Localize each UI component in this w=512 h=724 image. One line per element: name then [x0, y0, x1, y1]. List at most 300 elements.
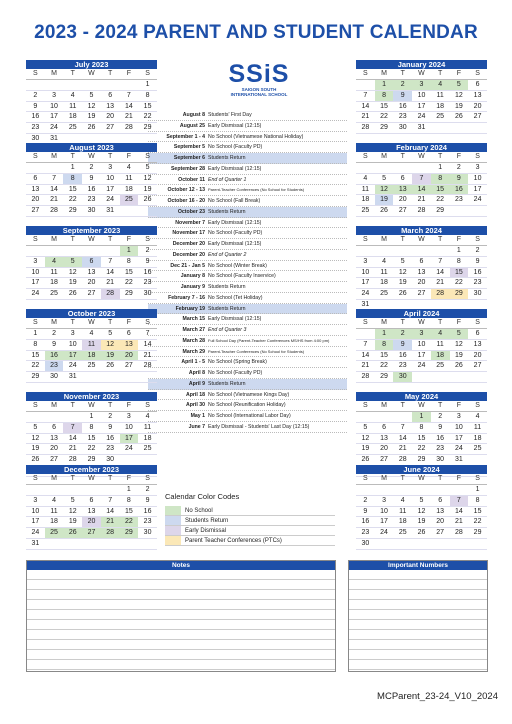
month-calendar [26, 309, 157, 394]
week-row [26, 507, 157, 518]
day-cell: 3 [63, 329, 82, 340]
writing-line [27, 620, 335, 630]
day-cell: 8 [120, 496, 139, 507]
event-date: August 8 [182, 112, 205, 118]
day-cell: 12 [138, 174, 157, 185]
weekday-label: T [400, 475, 405, 482]
day-cell: 24 [412, 361, 431, 372]
week-row [26, 112, 157, 123]
day-cell: 23 [138, 278, 157, 289]
day-cell: 30 [138, 289, 157, 300]
day-cell: 10 [120, 423, 139, 434]
week-row [26, 257, 157, 268]
day-cell: 5 [26, 423, 45, 434]
day-cell: 2 [82, 163, 101, 174]
weekday-label: T [400, 70, 405, 77]
event-date: November 7 [175, 219, 205, 226]
event-row [148, 185, 347, 196]
day-cell: 14 [393, 434, 412, 445]
day-cell: 8 [375, 91, 394, 102]
week-row [26, 528, 157, 539]
weekday-label: S [363, 236, 368, 243]
day-cell: 18 [393, 517, 412, 528]
event-date: March 15 [182, 316, 205, 323]
day-cell: 25 [45, 528, 64, 539]
day-cell: 1 [468, 485, 487, 496]
event-date: September 1 - 4 [166, 133, 205, 140]
day-cell: 22 [412, 444, 431, 455]
week-row [356, 185, 487, 196]
day-cell [468, 206, 487, 217]
week-row [26, 372, 157, 383]
day-cell [63, 80, 82, 91]
day-cell: 14 [138, 340, 157, 351]
legend-items [165, 506, 335, 546]
notes-lines[interactable] [27, 570, 335, 670]
day-cell: 2 [431, 412, 450, 423]
day-cell: 8 [431, 174, 450, 185]
weekday-label: M [381, 70, 387, 77]
event-row [148, 357, 347, 368]
day-cell: 7 [63, 423, 82, 434]
day-cell [45, 80, 64, 91]
day-cell: 2 [26, 91, 45, 102]
day-cell: 28 [101, 289, 120, 300]
day-cell: 2 [393, 80, 412, 91]
day-cell: 26 [101, 361, 120, 372]
day-cell: 4 [356, 174, 375, 185]
event-description: Full School Day (Parent-Teacher Conferences MS/HS from 4:00 pm) [208, 337, 330, 343]
weekday-label: W [418, 70, 425, 77]
day-cell: 29 [63, 206, 82, 217]
month-calendar [356, 309, 487, 394]
weekday-label: S [363, 475, 368, 482]
day-cell: 18 [45, 517, 64, 528]
day-cell: 6 [375, 423, 394, 434]
event-description: No School (Faculty Inservice) [208, 273, 276, 280]
weekday-header-row [26, 318, 157, 329]
day-cell: 7 [101, 496, 120, 507]
weekday-label: F [456, 153, 461, 160]
event-row [148, 110, 347, 121]
month-header: October 2023 [26, 309, 157, 318]
day-cell: 3 [412, 329, 431, 340]
day-cell: 14 [63, 434, 82, 445]
day-cell: 3 [45, 91, 64, 102]
day-cell [468, 372, 487, 383]
weekday-label: T [70, 236, 75, 243]
weekday-label: S [363, 319, 368, 326]
day-cell: 9 [101, 423, 120, 434]
month-calendar [26, 226, 157, 311]
day-cell: 9 [138, 496, 157, 507]
legend-item [165, 526, 335, 536]
day-cell: 17 [101, 185, 120, 196]
day-cell [468, 539, 487, 550]
weekday-label: M [51, 319, 57, 326]
day-cell: 6 [45, 423, 64, 434]
day-cell: 14 [412, 185, 431, 196]
event-row [148, 239, 347, 250]
day-cell: 27 [393, 206, 412, 217]
writing-line [349, 600, 487, 610]
event-description: Early Dismissal - Students' Last Day (12:15) [208, 423, 310, 430]
week-row [356, 174, 487, 185]
event-description: End of Quarter 3 [208, 327, 247, 333]
event-date: April 1 - 5 [181, 359, 205, 366]
week-row [356, 351, 487, 362]
month-calendar [26, 60, 157, 145]
week-row [356, 80, 487, 91]
day-cell: 14 [101, 507, 120, 518]
day-cell: 1 [120, 246, 139, 257]
day-cell: 13 [82, 268, 101, 279]
day-cell [412, 539, 431, 550]
day-cell: 30 [101, 455, 120, 466]
writing-line [27, 580, 335, 590]
day-cell: 12 [450, 340, 469, 351]
day-cell [26, 246, 45, 257]
day-cell: 15 [63, 185, 82, 196]
day-cell: 16 [431, 434, 450, 445]
event-description: Early Dismissal (12:15) [208, 241, 262, 247]
writing-line [349, 610, 487, 620]
logo-subtitle-line2: INTERNATIONAL SCHOOL [230, 92, 288, 97]
day-cell: 10 [412, 91, 431, 102]
day-cell: 31 [356, 300, 375, 311]
weekday-label: W [418, 153, 425, 160]
day-cell: 15 [450, 268, 469, 279]
day-cell: 4 [45, 496, 64, 507]
weekday-label: S [33, 70, 38, 77]
day-cell [138, 539, 157, 550]
day-cell [82, 80, 101, 91]
day-cell: 22 [120, 278, 139, 289]
day-cell: 29 [82, 455, 101, 466]
day-cell: 11 [45, 268, 64, 279]
day-cell: 3 [26, 496, 45, 507]
legend-item [165, 506, 335, 516]
weekday-label: T [438, 402, 443, 409]
day-cell: 12 [63, 268, 82, 279]
day-cell: 16 [45, 351, 64, 362]
day-cell: 14 [356, 351, 375, 362]
weekday-label: S [363, 70, 368, 77]
day-cell: 4 [431, 329, 450, 340]
week-row [26, 80, 157, 91]
event-description: Students' First Day [208, 112, 252, 118]
weekday-label: M [381, 319, 387, 326]
week-row [26, 329, 157, 340]
day-cell: 19 [63, 517, 82, 528]
day-cell: 11 [431, 340, 450, 351]
day-cell: 10 [45, 102, 64, 113]
day-cell [120, 80, 139, 91]
day-cell: 12 [393, 268, 412, 279]
day-cell: 30 [356, 539, 375, 550]
day-cell: 18 [375, 278, 394, 289]
day-cell [431, 123, 450, 134]
weekday-label: W [418, 402, 425, 409]
week-row [26, 496, 157, 507]
day-cell: 19 [63, 278, 82, 289]
day-cell: 29 [120, 289, 139, 300]
day-cell: 31 [63, 372, 82, 383]
day-cell: 4 [468, 412, 487, 423]
week-row [26, 434, 157, 445]
day-cell [375, 412, 394, 423]
day-cell: 3 [120, 412, 139, 423]
day-cell: 22 [450, 278, 469, 289]
day-cell: 3 [375, 496, 394, 507]
day-cell: 13 [82, 507, 101, 518]
day-cell: 7 [393, 423, 412, 434]
weekday-label: T [400, 319, 405, 326]
day-cell [120, 539, 139, 550]
weekday-label: S [145, 153, 150, 160]
day-cell [138, 206, 157, 217]
event-description: Parent-Teacher Conferences (No School for Students) [208, 187, 305, 193]
day-cell: 16 [138, 507, 157, 518]
day-cell: 21 [45, 195, 64, 206]
month-header: January 2024 [356, 60, 487, 69]
day-cell: 31 [101, 206, 120, 217]
day-cell: 6 [431, 496, 450, 507]
weekday-header-row [356, 401, 487, 412]
weekday-label: T [70, 319, 75, 326]
event-row [148, 207, 347, 218]
day-cell [26, 485, 45, 496]
day-cell: 11 [120, 174, 139, 185]
week-row [356, 257, 487, 268]
day-cell [450, 123, 469, 134]
day-cell: 26 [450, 112, 469, 123]
day-cell: 27 [26, 206, 45, 217]
day-cell: 25 [63, 123, 82, 134]
day-cell: 18 [82, 351, 101, 362]
writing-line [27, 590, 335, 600]
day-cell: 8 [375, 340, 394, 351]
day-cell [26, 163, 45, 174]
day-cell [101, 246, 120, 257]
weekday-label: M [51, 475, 57, 482]
day-cell: 1 [412, 412, 431, 423]
day-cell: 21 [356, 361, 375, 372]
week-row [356, 444, 487, 455]
day-cell: 27 [120, 361, 139, 372]
day-cell: 13 [101, 102, 120, 113]
day-cell [468, 123, 487, 134]
weekday-header-row [356, 69, 487, 80]
day-cell: 4 [138, 412, 157, 423]
day-cell: 30 [393, 372, 412, 383]
day-cell: 26 [138, 195, 157, 206]
color-legend [165, 492, 335, 546]
event-description: Students Return [208, 305, 246, 312]
day-cell: 19 [356, 444, 375, 455]
weekday-label: M [381, 236, 387, 243]
day-cell: 3 [26, 257, 45, 268]
day-cell: 4 [375, 257, 394, 268]
day-cell: 16 [450, 185, 469, 196]
week-row [26, 174, 157, 185]
day-cell: 19 [138, 185, 157, 196]
day-cell: 5 [82, 91, 101, 102]
day-cell: 26 [375, 206, 394, 217]
day-cell: 17 [26, 278, 45, 289]
day-cell: 8 [82, 423, 101, 434]
day-cell: 3 [450, 412, 469, 423]
day-cell: 18 [45, 278, 64, 289]
day-cell: 19 [393, 278, 412, 289]
week-row [356, 246, 487, 257]
legend-swatch [165, 526, 181, 535]
event-date: October 11 [178, 176, 205, 183]
weekday-label: T [438, 475, 443, 482]
week-row [356, 423, 487, 434]
day-cell: 20 [468, 102, 487, 113]
weekday-label: T [400, 236, 405, 243]
weekday-label: S [363, 153, 368, 160]
logo-wordmark: SSiS [228, 60, 290, 88]
weekday-label: S [475, 402, 480, 409]
weekday-label: W [88, 475, 95, 482]
day-cell: 23 [393, 112, 412, 123]
important-numbers-lines[interactable] [349, 570, 487, 670]
legend-swatch [165, 536, 181, 545]
event-date: October 23 [177, 208, 205, 215]
day-cell: 24 [26, 528, 45, 539]
day-cell: 23 [431, 444, 450, 455]
writing-line [27, 610, 335, 620]
weekday-label: T [70, 402, 75, 409]
day-cell: 25 [138, 444, 157, 455]
day-cell [63, 412, 82, 423]
day-cell: 11 [468, 423, 487, 434]
day-cell: 27 [101, 123, 120, 134]
week-row [356, 123, 487, 134]
day-cell: 26 [450, 361, 469, 372]
weekday-label: T [70, 475, 75, 482]
day-cell: 7 [138, 329, 157, 340]
day-cell: 11 [393, 507, 412, 518]
day-cell: 7 [356, 340, 375, 351]
day-cell: 9 [138, 257, 157, 268]
day-cell: 12 [82, 102, 101, 113]
day-cell: 22 [26, 361, 45, 372]
day-cell: 28 [120, 123, 139, 134]
day-cell: 24 [45, 123, 64, 134]
event-description: No School (Tet Holiday) [208, 294, 263, 301]
day-cell: 16 [468, 268, 487, 279]
day-cell: 23 [450, 195, 469, 206]
month-calendar [356, 465, 487, 550]
day-cell: 29 [431, 206, 450, 217]
day-cell: 20 [412, 278, 431, 289]
event-description: No School (Reunification Holiday) [208, 402, 286, 409]
day-cell: 21 [412, 195, 431, 206]
event-description: No School (Vietnamese Kings Day) [208, 391, 290, 398]
weekday-label: F [126, 475, 131, 482]
writing-line [349, 620, 487, 630]
day-cell: 28 [45, 206, 64, 217]
day-cell: 6 [26, 174, 45, 185]
month-calendar [356, 60, 487, 145]
week-row [356, 102, 487, 113]
event-date: April 30 [185, 402, 205, 409]
day-cell: 30 [468, 289, 487, 300]
legend-label: No School [185, 507, 213, 514]
day-cell: 26 [393, 289, 412, 300]
day-cell: 3 [101, 163, 120, 174]
day-cell: 13 [375, 434, 394, 445]
weekday-label: M [51, 153, 57, 160]
day-cell: 4 [431, 80, 450, 91]
day-cell: 3 [412, 80, 431, 91]
day-cell [431, 246, 450, 257]
day-cell: 16 [26, 112, 45, 123]
writing-line [349, 630, 487, 640]
event-date: March 28 [182, 337, 205, 344]
day-cell: 27 [82, 528, 101, 539]
writing-line [27, 660, 335, 670]
event-date: June 7 [188, 423, 205, 430]
event-description: Early Dismissal (12:15) [208, 219, 262, 226]
event-description: No School (Faculty PD) [208, 230, 263, 237]
weekday-label: T [400, 402, 405, 409]
day-cell: 10 [26, 507, 45, 518]
day-cell: 11 [63, 102, 82, 113]
writing-line [349, 590, 487, 600]
day-cell: 18 [356, 195, 375, 206]
legend-item [165, 516, 335, 526]
day-cell: 2 [356, 496, 375, 507]
weekday-header-row [26, 474, 157, 485]
event-row [148, 261, 347, 272]
weekday-label: T [108, 70, 113, 77]
day-cell: 29 [26, 372, 45, 383]
day-cell: 20 [101, 112, 120, 123]
day-cell: 16 [356, 517, 375, 528]
day-cell [45, 246, 64, 257]
month-header: March 2024 [356, 226, 487, 235]
day-cell: 25 [356, 206, 375, 217]
weekday-label: S [475, 236, 480, 243]
day-cell: 23 [26, 123, 45, 134]
writing-line [349, 650, 487, 660]
event-date: December 20 [172, 251, 205, 258]
day-cell: 21 [101, 278, 120, 289]
day-cell [412, 246, 431, 257]
day-cell: 20 [26, 195, 45, 206]
day-cell: 6 [82, 257, 101, 268]
day-cell: 31 [450, 455, 469, 466]
day-cell: 10 [101, 174, 120, 185]
week-row [26, 289, 157, 300]
event-row [148, 271, 347, 282]
week-row [356, 278, 487, 289]
day-cell: 18 [138, 434, 157, 445]
day-cell: 14 [356, 102, 375, 113]
week-row [356, 539, 487, 550]
day-cell: 21 [63, 444, 82, 455]
day-cell: 24 [412, 112, 431, 123]
day-cell: 24 [450, 444, 469, 455]
event-row [148, 282, 347, 293]
week-row [356, 412, 487, 423]
notes-title: Notes [27, 561, 335, 570]
day-cell: 24 [356, 289, 375, 300]
